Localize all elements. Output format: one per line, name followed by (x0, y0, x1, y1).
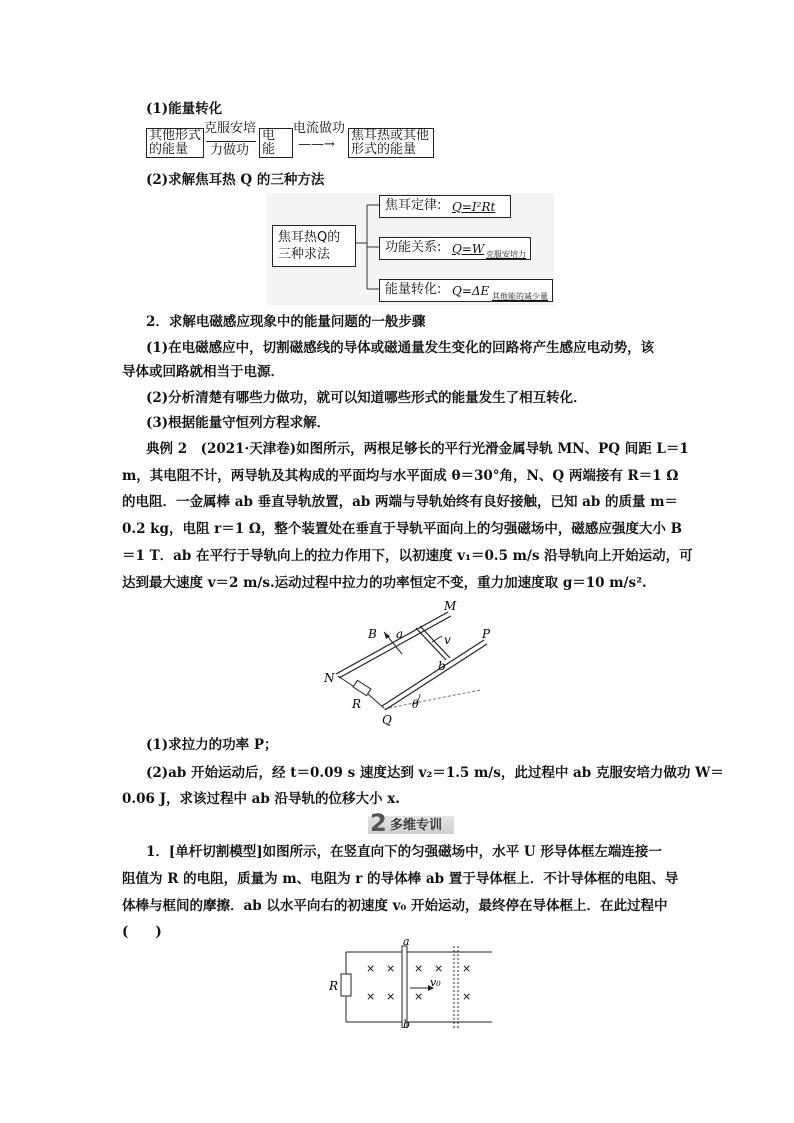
label-b-end: b (438, 659, 446, 673)
flow-arrow1-bottom-label: 力做功 (210, 143, 250, 158)
field-cross: × (386, 990, 396, 1003)
wire-q (368, 694, 384, 708)
field-cross: × (462, 990, 472, 1003)
example2-rails-figure (320, 598, 500, 728)
joule-method3-subscript: 其他能的减少量 (492, 292, 548, 301)
energy-flow-diagram (146, 121, 446, 160)
problem1-uframe-figure (326, 938, 496, 1028)
flow-box2-line2: 能 (262, 142, 276, 157)
banner-label: 多维专训 (390, 818, 443, 833)
label-v: v (444, 633, 451, 647)
flow-arrow1-top-label: 克服安培 (204, 121, 257, 136)
field-cross: × (434, 962, 444, 975)
flow-box-electric-energy (259, 128, 293, 158)
problem1-line2: 阻值为 R 的电阻，质量为 m、电阻为 r 的导体棒 ab 置于导体框上．不计导体框的电阻、导 (122, 871, 679, 887)
label-q: Q (382, 713, 392, 727)
field-cross: × (462, 962, 472, 975)
example2-line6: 达到最大速度 v＝2 m/s.运动过程中拉力的功率恒定不变，重力加速度取 g＝10 m/s². (122, 575, 647, 591)
joule-method1-formula: Q=I²Rt (452, 200, 496, 214)
problem1-line4: ( ) (122, 924, 162, 940)
step2-text: (2)分析清楚有哪些力做功，就可以知道哪些形式的能量发生了相互转化． (146, 390, 587, 406)
rail-mn-outer (336, 612, 448, 674)
joule-method3-box (379, 279, 553, 302)
example2-line5: ＝1 T．ab 在平行于导轨向上的拉力作用下，以初速度 v₁＝0.5 m/s 沿导轨向上开始运动，可 (122, 548, 693, 564)
joule-methods-diagram (267, 193, 554, 305)
field-cross: × (366, 962, 376, 975)
section-banner-multidim (368, 809, 454, 837)
magnetic-field-crosses (366, 962, 471, 1003)
rail-pq-inner (385, 644, 487, 710)
joule-method2-formula: Q=W (452, 242, 485, 256)
flow-arrow2-top-label: 电流做功 (293, 121, 346, 136)
label-v0: v₀ (430, 976, 441, 989)
example2-line4: 0.2 kg，电阻 r＝1 Ω，整个装置处在垂直于导轨平面向上的匀强磁场中，磁感应强度大小 B (122, 521, 683, 537)
label-b: b (403, 1018, 411, 1028)
label-p: P (482, 627, 491, 641)
horizontal-ref-line (384, 690, 480, 709)
problem1-line1: 1．[单杆切割模型]如图所示，在竖直向下的匀强磁场中，水平 U 形导体框左端连接一 (146, 844, 662, 860)
label-b-field: B (368, 627, 377, 641)
joule-root-line1: 焦耳热Q的 (278, 230, 341, 245)
example2-question2-line1: (2)ab 开始运动后，经 t＝0.09 s 速度达到 v₂＝1.5 m/s，此过程中 ab 克服安培力做功 W＝ (146, 765, 724, 781)
joule-method3-formula: Q=ΔE (452, 284, 490, 298)
label-n: N (324, 671, 335, 685)
example2-line1: 典例 2 (2021·天津卷)如图所示，两根足够长的平行光滑金属导轨 MN、PQ 间距 L＝1 (146, 441, 689, 457)
flow-box-other-energy (146, 128, 204, 158)
field-cross: × (414, 962, 424, 975)
joule-method3-label: 能量转化: (385, 282, 442, 297)
flow-box3-line2: 形式的能量 (351, 142, 417, 157)
resistor-r (341, 974, 351, 996)
flow-arrow2-symbol: ——→ (298, 137, 335, 152)
rod-ab (402, 946, 407, 1028)
joule-method2-box (379, 237, 531, 260)
banner-number: 2 (370, 809, 387, 837)
example2-question1: (1)求拉力的功率 P； (146, 737, 278, 753)
label-r: R (329, 979, 339, 993)
label-m: M (444, 599, 457, 613)
joule-method2-label: 功能关系: (385, 240, 442, 255)
example2-line2: m，其电阻不计，两导轨及其构成的平面均与水平面成 θ＝30°角，N、Q 两端接有 R＝1 Ω (122, 468, 679, 484)
label-r: R (352, 697, 362, 711)
resistor-r (353, 680, 371, 695)
step1-line1: (1)在电磁感应中，切割磁感线的导体或磁通量发生变化的回路将产生感应电动势，该 (146, 340, 655, 356)
field-cross: × (366, 990, 376, 1003)
velocity-arrow (432, 636, 442, 642)
label-a: a (396, 627, 404, 641)
label-theta: θ (412, 698, 419, 711)
joule-root-line2: 三种求法 (278, 247, 331, 262)
flow-box2-line1: 电 (262, 128, 276, 143)
rail-pq-outer (382, 640, 484, 706)
joule-method1-box (379, 195, 511, 218)
rod-ab (416, 628, 446, 660)
problem1-line3: 体棒与框间的摩擦．ab 以水平向右的初速度 v₀ 开始运动，最终停在导体框上．在此过程中 (122, 898, 668, 914)
flow-arrow1-line (206, 141, 256, 142)
example2-line3: 的电阻．一金属棒 ab 垂直导轨放置，ab 两端与导轨始终有良好接触，已知 ab 的质量 m＝ (122, 494, 679, 510)
example2-question2-line2: 0.06 J，求该过程中 ab 沿导轨的位移大小 x. (122, 791, 401, 807)
field-cross: × (414, 990, 424, 1003)
field-cross: × (386, 962, 396, 975)
joule-method2-subscript: 克服安培力 (486, 250, 526, 259)
step3-text: (3)根据能量守恒列方程求解． (146, 415, 331, 431)
flow-box1-line1: 其他形式 (149, 128, 202, 143)
flow-box1-line2: 的能量 (149, 142, 189, 157)
section-joule-methods-title: (2)求解焦耳热 Q 的三种方法 (146, 172, 325, 188)
joule-root-box (272, 225, 356, 267)
flow-box3-line1: 焦耳热或其他 (351, 128, 430, 143)
flow-box-joule-heat (348, 128, 434, 158)
joule-method1-label: 焦耳定律: (385, 198, 442, 213)
label-a: a (403, 938, 410, 948)
steps-heading: 2．求解电磁感应现象中的能量问题的一般步骤 (146, 314, 426, 330)
step1-line2: 导体或回路就相当于电源． (122, 364, 284, 380)
section-energy-conversion-title: (1)能量转化 (146, 101, 223, 117)
